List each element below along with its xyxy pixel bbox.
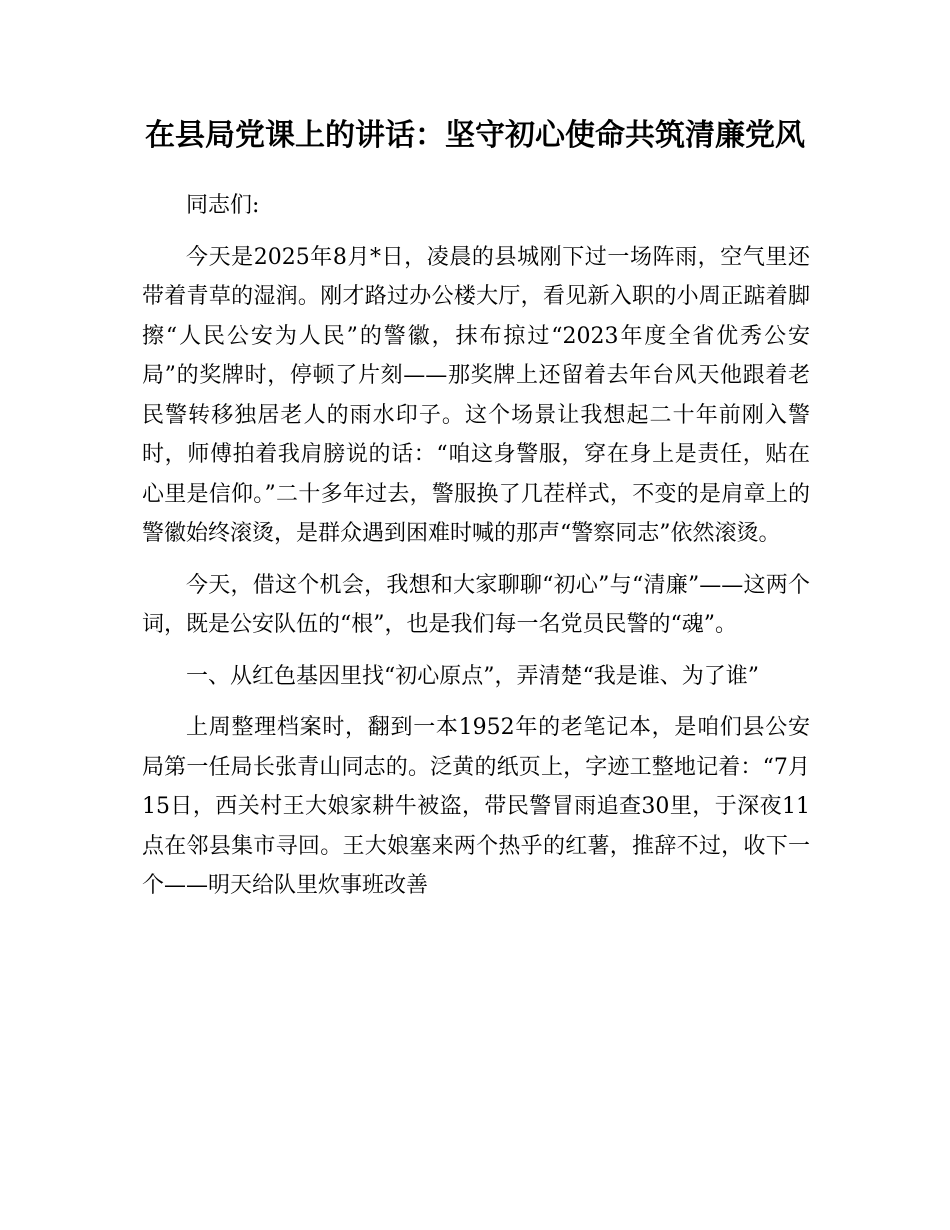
section-heading: 一、从红色基因里找“初心原点”，弄清楚“我是谁、为了谁” [186,663,759,689]
document-body [142,186,810,918]
salutation: 同志们: [186,193,260,218]
paragraph: 今天，借这个机会，我想和大家聊聊“初心”与“清廉”——这两个词，既是公安队伍的“根”，也是我们每一名党员民警的“魂”。 [142,572,810,637]
document-title: 在县局党课上的讲话：坚守初心使命共筑清廉党风 [145,118,805,153]
paragraph: 今天是2025年8月*日，凌晨的县城刚下过一场阵雨，空气里还带着青草的湿润。刚才路过办公楼大厅，看见新入职的小周正踮着脚擦“人民公安为人民”的警徽，抹布掠过“2023年度全省优秀公安局”的奖牌时，停顿了片刻——那奖牌上还留着去年台风天他跟着老民警转移独居老人的雨水印子。这个场景让我想起二十年前刚入警时，师傅拍着我肩膀说的话：“咱这身警服，穿在身上是责任，贴在心里是信仰。”二十多年过去，警服换了几茬样式，不变的是肩章上的警徽始终滚烫，是群众遇到困难时喊的那声“警察同志”依然滚烫。 [142,244,810,546]
paragraph: 上周整理档案时，翻到一本1952年的老笔记本，是咱们县公安局第一任局长张青山同志的。泛黄的纸页上，字迹工整地记着：“7月15日，西关村王大娘家耕牛被盗，带民警冒雨追查30里，于深夜11点在邻县集市寻回。王大娘塞来两个热乎的红薯，推辞不过，收下一个——明天给队里炊事班改善 [142,715,811,898]
